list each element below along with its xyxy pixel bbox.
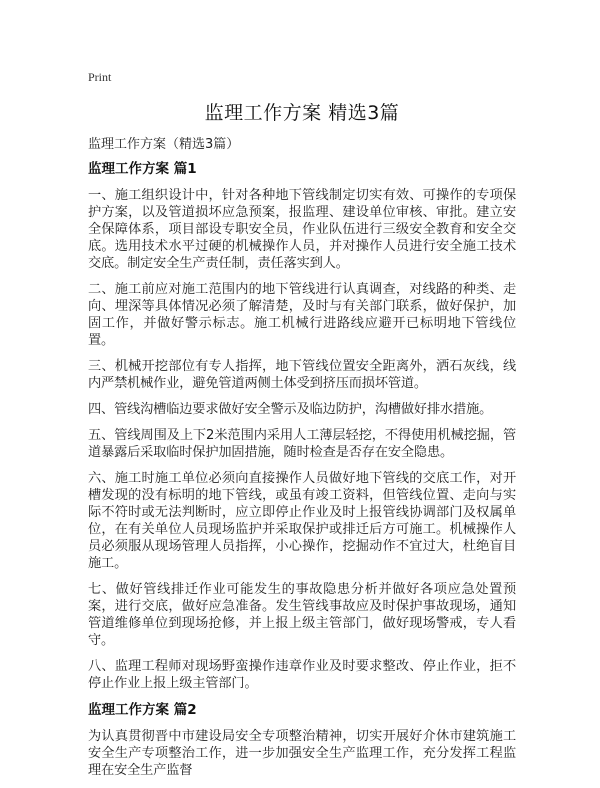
page-title: 监理工作方案 精选3篇 — [204, 102, 400, 124]
paragraph: 为认真贯彻晋中市建设局安全专项整治精神，切实开展好介休市建筑施工安全生产专项整治工作，进一步加强安全生产监理工作，充分发挥工程监理在安全生产监督 — [88, 729, 516, 778]
section-heading-2: 监理工作方案 篇2 — [88, 702, 197, 718]
document-body — [88, 160, 516, 788]
paragraph: 六、施工时施工单位必须向直接操作人员做好地下管线的交底工作，对开槽发现的没有标明的地下管线，或虽有竣工资料，但管线位置、走向与实际不符时或无法判断时，应立即停止作业及时上报管线协调部门及权属单位，在有关单位人员现场监护并采取保护或排迁后方可施工。机械操作人员必须服从现场管理人员指挥，小心操作，挖掘动作不宜过大，杜绝盲目施工。 — [88, 471, 516, 571]
paragraph: 八、监理工程师对现场野蛮操作违章作业及时要求整改、停止作业，拒不停止作业上报上级主管部门。 — [88, 659, 516, 691]
paragraph: 三、机械开挖部位有专人指挥，地下管线位置安全距离外，洒石灰线，线内严禁机械作业，避免管道两侧土体受到挤压而损坏管道。 — [88, 359, 516, 391]
paragraph: 五、管线周围及上下2米范围内采用人工薄层轻挖，不得使用机械挖掘，管道暴露后采取临时保护加固措施，随时检查是否存在安全隐患。 — [88, 428, 516, 460]
paragraph: 一、施工组织设计中，针对各种地下管线制定切实有效、可操作的专项保护方案，以及管道损坏应急预案，报监理、建设单位审核、审批。建立安全保障体系，项目部设专职安全员，作业队伍进行三级安全教育和安全交底。选用技术水平过硬的机械操作人员，并对操作人员进行安全施工技术交底。制定安全生产责任制，责任落实到人。 — [88, 188, 516, 271]
section-heading-1: 监理工作方案 篇1 — [88, 161, 197, 177]
document-subtitle: 监理工作方案（精选3篇） — [88, 137, 240, 152]
paragraph: 四、管线沟槽临边要求做好安全警示及临边防护，沟槽做好排水措施。 — [88, 402, 493, 417]
print-label[interactable]: Print — [88, 70, 112, 84]
paragraph: 七、做好管线排迁作业可能发生的事故隐患分析并做好各项应急处置预案，进行交底，做好应急准备。发生管线事故应及时保护事故现场，通知管道维修单位到现场抢修，并上报上级主管部门，做好现场警戒，专人看守。 — [88, 582, 516, 648]
paragraph: 二、施工前应对施工范围内的地下管线进行认真调查，对线路的种类、走向、埋深等具体情况必须了解清楚，及时与有关部门联系，做好保护，加固工作，并做好警示标志。施工机械行进路线应避开已标明地下管线位置。 — [88, 282, 516, 348]
